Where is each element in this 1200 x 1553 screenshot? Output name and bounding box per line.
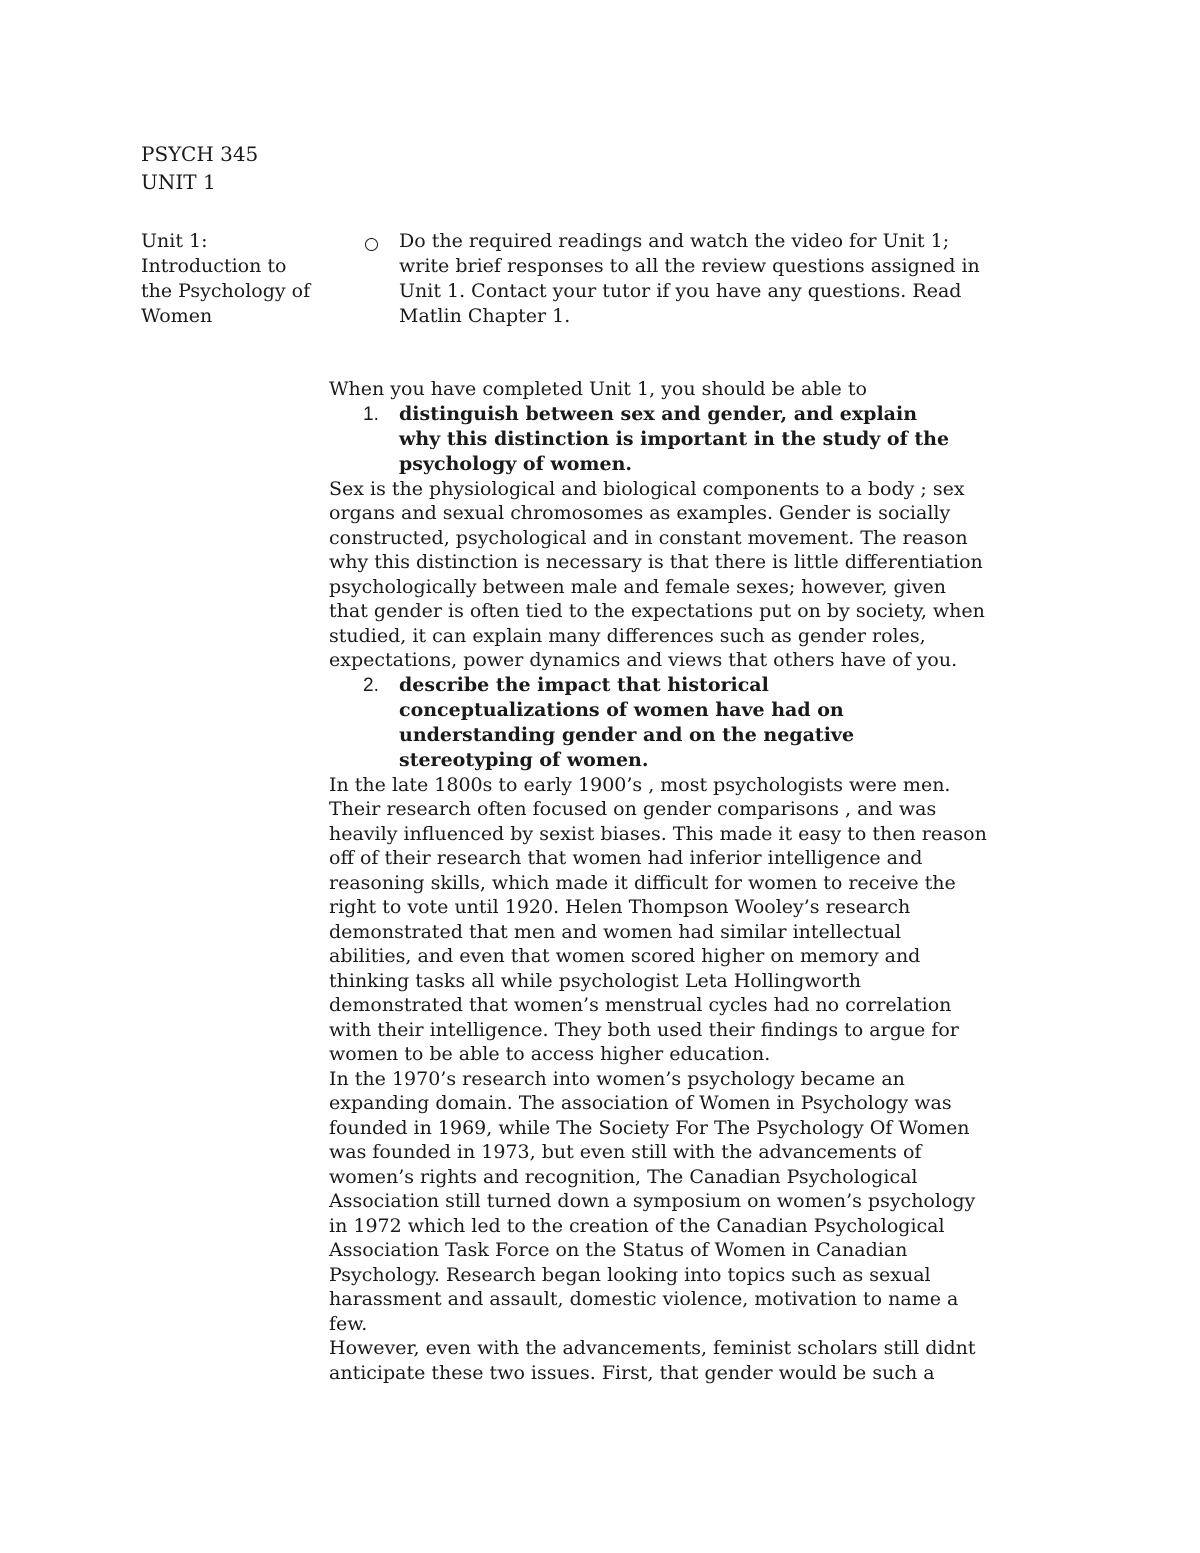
document-header	[141, 140, 258, 196]
objective-line: stereotyping of women.	[399, 748, 649, 771]
answer-line: anticipate these two issues. First, that gender would be such a	[329, 1361, 935, 1384]
answer-line: However, even with the advancements, feminist scholars still didnt	[329, 1337, 976, 1359]
objective-2	[329, 673, 989, 773]
answer-line: organs and sexual chromosomes as examples. Gender is socially	[329, 502, 951, 524]
answer-line: In the late 1800s to early 1900’s , most psychologists were men.	[329, 773, 951, 796]
answer-paragraph	[329, 773, 989, 1067]
answer-line: Their research often focused on gender comparisons , and was	[329, 798, 937, 820]
course-code: PSYCH 345	[141, 142, 259, 166]
answer-line: Psychology. Research began looking into topics such as sexual	[329, 1263, 931, 1286]
objective-line: psychology of women.	[399, 452, 633, 475]
task-line: Matlin Chapter 1.	[399, 305, 571, 327]
answer-line: psychologically between male and female sexes; however, given	[329, 575, 946, 598]
answer-line: few.	[329, 1312, 368, 1335]
unit-title-line: the Psychology of	[141, 280, 311, 302]
answer-line: thinking tasks all while psychologist Leta Hollingworth	[329, 969, 861, 992]
answer-paragraph	[329, 1067, 989, 1337]
answer-line: studied, it can explain many differences such as gender roles,	[329, 624, 926, 647]
objective-1	[329, 402, 989, 477]
objective-line: distinguish between sex and gender, and explain	[399, 402, 918, 425]
objective-line: describe the impact that historical	[399, 673, 769, 696]
answer-line: expectations, power dynamics and views that others have of you.	[329, 649, 958, 671]
answer-line: expanding domain. The association of Women in Psychology was	[329, 1092, 952, 1114]
objective-line: conceptualizations of women have had on	[399, 698, 844, 721]
answer-line: why this distinction is necessary is that there is little differentiation	[329, 551, 983, 573]
unit-title-line: Introduction to	[141, 255, 287, 277]
answer-line: women to be able to access higher education.	[329, 1043, 771, 1065]
answer-line: Sex is the physiological and biological components to a body ; sex	[329, 477, 965, 500]
objective-line: understanding gender and on the negative	[399, 723, 855, 746]
answer-line: was founded in 1973, but even still with the advancements of	[329, 1141, 922, 1163]
answer-line: Association Task Force on the Status of Women in Canadian	[329, 1239, 908, 1261]
answer-line: off of their research that women had inferior intelligence and	[329, 847, 923, 869]
unit-title	[141, 229, 331, 329]
answer-line: harassment and assault, domestic violence, motivation to name a	[329, 1288, 959, 1310]
main-content	[329, 377, 989, 1385]
answer-line: with their intelligence. They both used their findings to argue for	[329, 1018, 959, 1041]
unit-title-line: Unit 1:	[141, 230, 208, 252]
answer-line: women’s rights and recognition, The Canadian Psychological	[329, 1165, 918, 1188]
objective-line: why this distinction is important in the study of the	[399, 427, 950, 450]
task-line: Unit 1. Contact your tutor if you have any questions. Read	[399, 280, 962, 302]
answer-line: heavily influenced by sexist biases. This made it easy to then reason	[329, 822, 987, 845]
task-text	[399, 229, 999, 329]
answer-line: In the 1970’s research into women’s psychology became an	[329, 1067, 905, 1090]
answer-paragraph	[329, 477, 989, 673]
answer-line: constructed, psychological and in constant movement. The reason	[329, 526, 968, 549]
objective-number: 2.	[363, 674, 379, 696]
circle-bullet-icon	[365, 238, 378, 251]
objective-number: 1.	[363, 403, 379, 425]
answer-line: right to vote until 1920. Helen Thompson Wooley’s research	[329, 896, 911, 918]
answer-line: demonstrated that women’s menstrual cycles had no correlation	[329, 994, 952, 1016]
answer-line: founded in 1969, while The Society For The Psychology Of Women	[329, 1116, 970, 1139]
objectives-intro: When you have completed Unit 1, you should be able to	[329, 378, 867, 400]
answer-line: abilities, and even that women scored higher on memory and	[329, 945, 921, 967]
unit-heading: UNIT 1	[141, 170, 216, 194]
answer-paragraph	[329, 1336, 989, 1385]
task-line: Do the required readings and watch the video for Unit 1;	[399, 230, 950, 252]
answer-line: demonstrated that men and women had similar intellectual	[329, 920, 902, 943]
answer-line: Association still turned down a symposium on women’s psychology	[329, 1190, 976, 1212]
task-line: write brief responses to all the review questions assigned in	[399, 255, 980, 277]
answer-line: in 1972 which led to the creation of the Canadian Psychological	[329, 1214, 945, 1237]
answer-line: that gender is often tied to the expectations put on by society, when	[329, 600, 985, 622]
answer-line: reasoning skills, which made it difficult for women to receive the	[329, 871, 956, 894]
unit-title-line: Women	[141, 305, 213, 327]
